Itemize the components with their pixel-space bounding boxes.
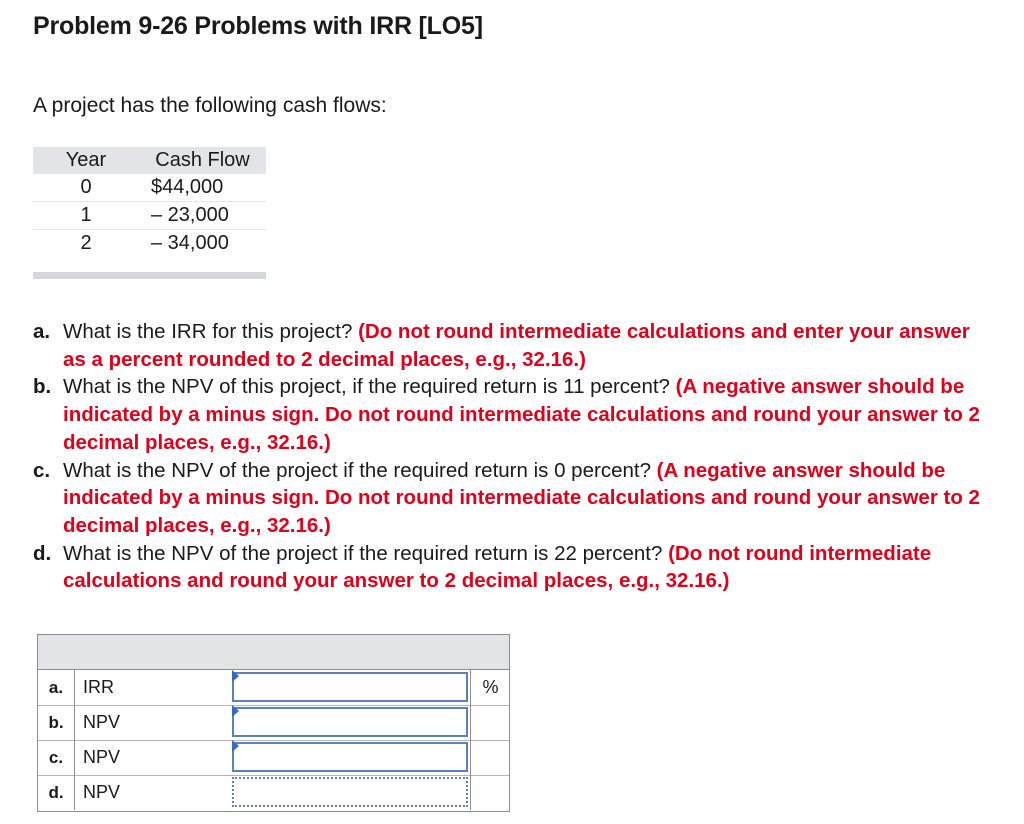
answer-row-b xyxy=(38,705,509,741)
question-body xyxy=(63,373,998,456)
year-header: Year xyxy=(33,147,139,174)
cash-flow-cell: – 23,000 xyxy=(139,202,266,230)
answer-table-header xyxy=(38,635,509,670)
answer-label: NPV xyxy=(83,712,121,732)
unit-cell xyxy=(470,740,510,775)
question-text: What is the NPV of the project if the required return is 22 percent? xyxy=(63,541,669,565)
answer-label: NPV xyxy=(83,747,121,767)
input-marker-icon xyxy=(232,740,239,752)
question-text: What is the NPV of this project, if the required return is 11 percent? xyxy=(63,375,676,399)
npv-b-answer-input[interactable] xyxy=(232,707,468,737)
percent-unit: % xyxy=(470,670,510,705)
cash-flow-cell: $44,000 xyxy=(139,174,266,202)
question-instruction: (A negative answer should be indicated by a minus sign. Do not round intermediate calculations and round your answer to 2 decimal places, e.g., 32.16.) xyxy=(63,458,980,537)
question-letter: b. xyxy=(33,375,52,399)
question-c xyxy=(33,457,998,540)
cash-flow-header-row xyxy=(33,147,266,174)
npv-d-answer-input[interactable] xyxy=(232,777,468,807)
answer-row-a xyxy=(38,670,509,706)
question-letter: d. xyxy=(33,541,52,565)
unit-cell xyxy=(470,705,510,740)
input-marker-icon xyxy=(232,670,239,682)
year-cell: 1 xyxy=(33,202,139,230)
answer-letter: a. xyxy=(38,670,75,705)
problem-title: Problem 9-26 Problems with IRR [LO5] xyxy=(33,12,483,40)
answer-label: NPV xyxy=(83,782,121,802)
question-body xyxy=(63,540,998,595)
cash-flow-table xyxy=(33,147,266,257)
table-footer-bar xyxy=(33,272,266,279)
question-letter: a. xyxy=(33,320,51,343)
answer-table xyxy=(37,634,510,812)
year-cell: 0 xyxy=(33,174,139,202)
year-cell: 2 xyxy=(80,232,92,254)
answer-label: IRR xyxy=(83,677,114,697)
irr-answer-input[interactable] xyxy=(232,672,468,702)
question-instruction: (Do not round intermediate calculations and round your answer to 2 decimal places, e.g., 32.16.) xyxy=(63,541,932,593)
question-b xyxy=(33,373,998,456)
question-letter: c. xyxy=(33,458,51,482)
problem-intro: A project has the following cash flows: xyxy=(33,94,387,117)
question-instruction: (Do not round intermediate calculations and enter your answer as a percent rounded to 2 decimal places, e.g., 32.16.) xyxy=(63,320,970,371)
question-d xyxy=(33,540,998,595)
question-text: What is the NPV of the project if the required return is 0 percent? xyxy=(63,458,657,482)
question-body xyxy=(63,318,998,373)
cash-flow-header: Cash Flow xyxy=(139,147,266,174)
question-text: What is the IRR for this project? xyxy=(63,320,359,343)
npv-c-answer-input[interactable] xyxy=(232,742,468,772)
answer-row-d xyxy=(38,775,509,810)
cash-flow-row xyxy=(33,230,266,258)
question-instruction: (A negative answer should be indicated by a minus sign. Do not round intermediate calculations and round your answer to 2 decimal places, e.g., 32.16.) xyxy=(63,375,980,454)
cash-flow-row xyxy=(33,202,266,230)
answer-letter: d. xyxy=(38,775,75,810)
answer-row-c xyxy=(38,740,509,776)
question-body xyxy=(63,457,998,540)
question-a xyxy=(33,318,998,373)
answer-letter: c. xyxy=(38,740,75,775)
input-marker-icon xyxy=(232,705,239,717)
question-list xyxy=(33,318,998,595)
unit-cell xyxy=(470,775,510,810)
answer-letter: b. xyxy=(38,705,75,740)
cash-flow-row xyxy=(33,174,266,202)
cash-flow-cell: – 34,000 xyxy=(151,232,229,254)
